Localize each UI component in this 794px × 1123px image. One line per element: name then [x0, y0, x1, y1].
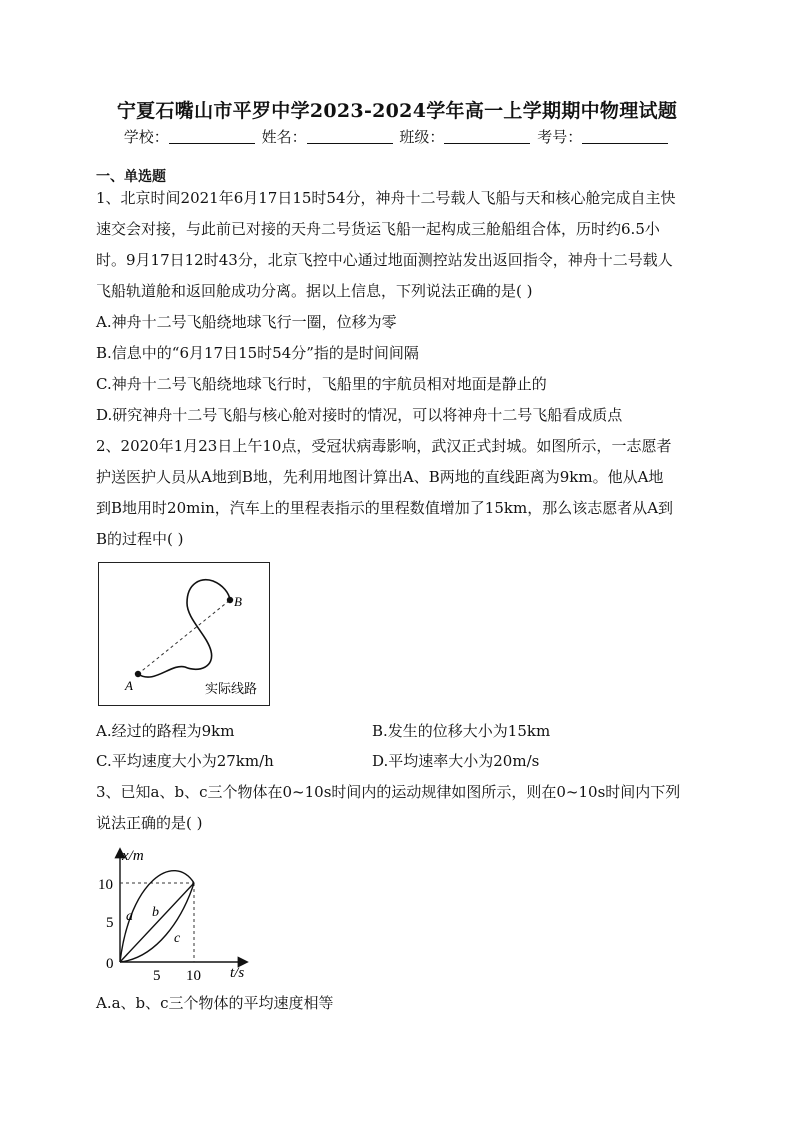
point-a-dot — [135, 671, 141, 677]
q2-stem-line: 2、2020年1月23日上午10点，受冠状病毒影响，武汉正式封城。如图所示，一志愿者 — [96, 437, 672, 455]
origin-label: 0 — [106, 956, 114, 972]
section-title: 一、单选题 — [96, 169, 166, 185]
q1-stem-line: 飞船轨道舱和返回舱成功分离。据以上信息，下列说法正确的是( ) — [96, 282, 533, 300]
curve-c-label: c — [174, 931, 181, 946]
curve-a-label: a — [126, 909, 133, 924]
exam-title: 宁夏石嘴山市平罗中学2023-2024学年高一上学期期中物理试题 — [116, 100, 678, 122]
q2-stem-line: 护送医护人员从A地到B地，先利用地图计算出A、B两地的直线距离为9km。他从A地 — [96, 468, 664, 486]
q3-stem-line: 说法正确的是( ) — [96, 814, 203, 832]
y-tick-10: 10 — [98, 877, 113, 893]
x-axis-label: t/s — [230, 965, 245, 981]
school-blank[interactable] — [169, 129, 255, 144]
displacement-line — [138, 600, 230, 674]
q1-option-d: D.研究神舟十二号飞船与核心舱对接时的情况，可以将神舟十二号飞船看成质点 — [96, 406, 623, 424]
q2-option-c: C.平均速度大小为27km/h — [96, 752, 274, 770]
student-info-row — [0, 126, 794, 147]
name-label: 姓名： — [261, 128, 307, 146]
route-figure — [98, 562, 270, 706]
xt-graph — [96, 840, 266, 990]
class-blank[interactable] — [444, 129, 530, 144]
q1-stem-line: 时。9月17日12时43分，北京飞控中心通过地面测控站发出返回指令，神舟十二号载人 — [96, 251, 673, 269]
school-label: 学校： — [123, 128, 169, 146]
exam-no-label: 考号： — [537, 128, 583, 146]
class-label: 班级： — [399, 128, 445, 146]
q1-option-b: B.信息中的“6月17日15时54分”指的是时间间隔 — [96, 344, 419, 362]
q2-stem-line: 到B地用时20min，汽车上的里程表指示的里程数值增加了15km，那么该志愿者从A到 — [96, 499, 674, 517]
name-blank[interactable] — [307, 129, 393, 144]
t-tick-5: 5 — [153, 968, 161, 984]
t-tick-10: 10 — [186, 968, 201, 984]
exam-no-blank[interactable] — [582, 129, 668, 144]
curve-b-label: b — [152, 905, 159, 920]
figure-caption: 实际线路 — [205, 682, 258, 697]
q1-stem-line: 速交会对接，与此前已对接的天舟二号货运飞船一起构成三舱船组合体，历时约6.5小 — [96, 220, 660, 238]
point-a-label: A — [125, 678, 133, 693]
q2-option-d: D.平均速率大小为20m/s — [372, 752, 540, 770]
q2-option-a: A.经过的路程为9km — [96, 722, 235, 740]
q2-option-b: B.发生的位移大小为15km — [372, 722, 551, 740]
q3-stem-line: 3、已知a、b、c三个物体在0~10s时间内的运动规律如图所示，则在0~10s时间内下列 — [96, 783, 681, 801]
q1-option-a: A.神舟十二号飞船绕地球飞行一圈，位移为零 — [96, 313, 397, 331]
point-b-label: B — [234, 594, 242, 609]
y-tick-5: 5 — [106, 915, 114, 931]
q1-stem-line: 1、北京时间2021年6月17日15时54分，神舟十二号载人飞船与天和核心舱完成自主快 — [96, 189, 676, 207]
q3-option-a: A.a、b、c三个物体的平均速度相等 — [96, 994, 334, 1012]
y-axis-label: x/m — [122, 848, 144, 864]
q2-stem-line: B的过程中( ) — [96, 530, 184, 548]
xt-graph-svg — [96, 840, 266, 990]
point-b-dot — [227, 597, 233, 603]
actual-route-curve — [138, 580, 230, 677]
route-diagram — [99, 563, 269, 705]
q1-option-c: C.神舟十二号飞船绕地球飞行时，飞船里的宇航员相对地面是静止的 — [96, 375, 547, 393]
